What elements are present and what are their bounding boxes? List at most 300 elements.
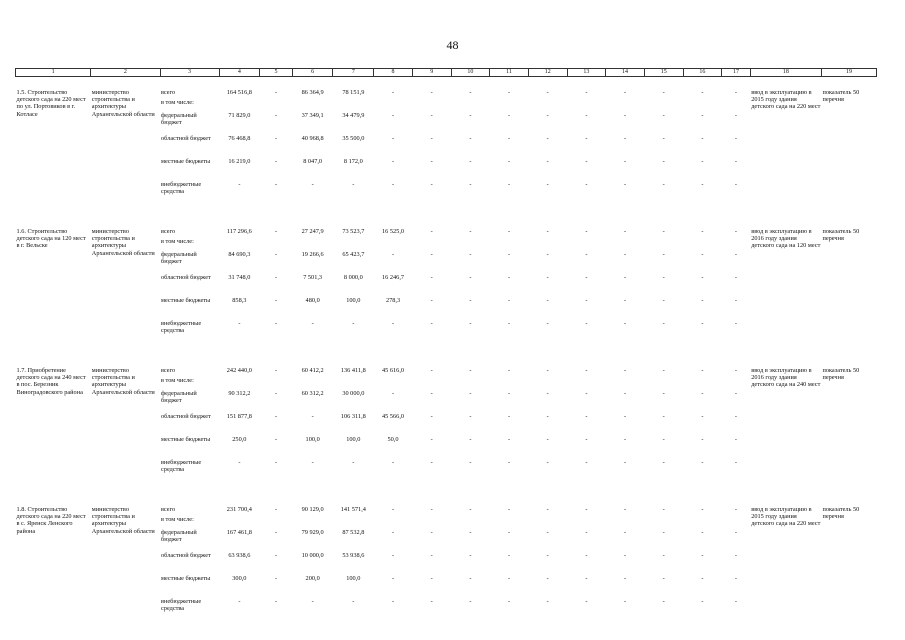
amount-cell: 100,0 <box>305 436 320 443</box>
separator-cell <box>16 343 877 355</box>
funding-source <box>160 598 219 621</box>
table-row <box>16 494 877 529</box>
amount-cell: 60 412,2 <box>301 367 324 374</box>
empty-cell: - <box>624 320 627 327</box>
empty-cell: - <box>624 506 627 513</box>
empty-cell: - <box>701 181 704 188</box>
funding-source <box>160 77 219 113</box>
block-separator <box>16 482 877 494</box>
amount-cell: 90 129,0 <box>301 506 324 513</box>
empty-cell: - <box>734 367 738 374</box>
amount-cell: 8 047,0 <box>303 158 323 165</box>
column-header: 4 <box>219 69 260 77</box>
amount-cell: - <box>352 181 355 188</box>
header-row <box>16 69 877 77</box>
amount-cell: 50,0 <box>387 436 399 443</box>
empty-cell: - <box>430 320 433 327</box>
empty-cell: - <box>701 529 704 536</box>
separator-cell <box>16 204 877 216</box>
amount-cell: - <box>274 529 278 536</box>
column-header: 14 <box>606 69 645 77</box>
amount-cell: - <box>274 575 278 582</box>
amount-cell: 19 266,6 <box>301 251 324 258</box>
empty-cell: - <box>469 367 472 374</box>
amount-cell: 242 440,0 <box>226 367 252 374</box>
empty-cell: - <box>469 297 472 304</box>
empty-cell: - <box>507 367 511 374</box>
empty-cell: - <box>469 112 472 119</box>
empty-cell: - <box>469 575 472 582</box>
funding-source-label: федеральный бюджет <box>161 529 197 544</box>
amount-cell: - <box>274 390 278 397</box>
empty-cell: - <box>734 274 738 281</box>
table-row <box>16 77 877 113</box>
empty-cell: - <box>430 598 433 605</box>
indicator-link: показатель 50 перечня <box>822 89 860 104</box>
empty-cell: - <box>624 575 627 582</box>
amount-cell: - <box>274 158 278 165</box>
empty-cell: - <box>701 297 704 304</box>
empty-cell: - <box>546 436 549 443</box>
empty-cell: - <box>734 459 738 466</box>
empty-cell: - <box>701 598 704 605</box>
amount-cell: - <box>391 320 395 327</box>
empty-cell: - <box>734 552 738 559</box>
amount-cell: - <box>274 598 278 605</box>
empty-cell: - <box>585 367 588 374</box>
empty-cell: - <box>701 251 704 258</box>
empty-cell: - <box>507 390 511 397</box>
funding-source <box>160 135 219 158</box>
empty-cell: - <box>430 436 433 443</box>
empty-cell: - <box>734 112 738 119</box>
funding-source <box>160 355 219 390</box>
empty-cell: - <box>662 158 665 165</box>
amount-cell: 8 000,0 <box>343 274 363 281</box>
empty-cell: - <box>734 297 738 304</box>
empty-cell: - <box>701 135 704 142</box>
empty-cell: - <box>469 228 472 235</box>
funding-source-label: областной бюджет <box>161 413 211 420</box>
empty-cell: - <box>734 598 738 605</box>
page-number: 48 <box>446 38 459 52</box>
empty-cell: - <box>469 506 472 513</box>
funding-source <box>160 459 219 482</box>
empty-cell: - <box>507 228 511 235</box>
amount-cell: - <box>274 436 278 443</box>
empty-cell: - <box>469 436 472 443</box>
empty-cell: - <box>430 575 433 582</box>
empty-cell: - <box>624 158 627 165</box>
amount-cell: - <box>238 598 241 605</box>
empty-cell: - <box>701 436 704 443</box>
empty-cell: - <box>624 251 627 258</box>
empty-cell: - <box>624 367 627 374</box>
empty-cell: - <box>430 181 433 188</box>
empty-cell: - <box>469 552 472 559</box>
empty-cell: - <box>662 529 665 536</box>
funding-source-label: внебюджетные средства <box>161 598 202 613</box>
funding-source-label: областной бюджет <box>161 274 211 281</box>
indicator-link: показатель 50 перечня <box>822 367 860 382</box>
empty-cell: - <box>507 320 511 327</box>
amount-cell: 200,0 <box>305 575 320 582</box>
empty-cell: - <box>734 575 738 582</box>
event-name: 1.7. Приобретение детского сада на 240 мест в пос. Березник Виноградовского района <box>16 367 86 396</box>
including-note: в том числе: <box>161 238 194 246</box>
empty-cell: - <box>662 89 665 96</box>
empty-cell: - <box>734 158 738 165</box>
empty-cell: - <box>585 158 588 165</box>
empty-cell: - <box>546 598 549 605</box>
empty-cell: - <box>546 274 549 281</box>
amount-cell: - <box>391 552 395 559</box>
expected-result: ввод в эксплуатацию в 2015 году здания детского сада на 220 мест <box>751 506 821 528</box>
empty-cell: - <box>546 89 549 96</box>
amount-cell: 63 938,6 <box>228 552 251 559</box>
empty-cell: - <box>469 274 472 281</box>
amount-cell: - <box>274 112 278 119</box>
funding-source-label: внебюджетные средства <box>161 181 202 196</box>
amount-cell: 30 000,0 <box>342 390 365 397</box>
empty-cell: - <box>507 552 511 559</box>
empty-cell: - <box>585 135 588 142</box>
empty-cell: - <box>430 89 433 96</box>
amount-cell: 65 423,7 <box>342 251 365 258</box>
empty-cell: - <box>662 552 665 559</box>
amount-cell: 76 468,8 <box>228 135 251 142</box>
empty-cell: - <box>701 575 704 582</box>
empty-cell: - <box>469 181 472 188</box>
empty-cell: - <box>430 112 433 119</box>
amount-cell: - <box>391 89 395 96</box>
empty-cell: - <box>507 274 511 281</box>
funding-source <box>160 158 219 181</box>
empty-cell: - <box>624 228 627 235</box>
empty-cell: - <box>507 575 511 582</box>
column-header: 8 <box>374 69 413 77</box>
empty-cell: - <box>662 251 665 258</box>
empty-cell: - <box>430 413 433 420</box>
empty-cell: - <box>701 506 704 513</box>
amount-cell: 100,0 <box>346 575 361 582</box>
funding-source-label: областной бюджет <box>161 552 211 559</box>
empty-cell: - <box>734 320 738 327</box>
empty-cell: - <box>624 112 627 119</box>
amount-cell: 45 566,0 <box>382 413 405 420</box>
empty-cell: - <box>585 552 588 559</box>
indicator-link: показатель 50 перечня <box>822 506 860 521</box>
amount-cell: - <box>274 89 278 96</box>
column-header: 12 <box>528 69 567 77</box>
amount-cell: - <box>274 413 278 420</box>
funding-source <box>160 320 219 343</box>
empty-cell: - <box>430 297 433 304</box>
funding-source-label: местные бюджеты <box>161 297 211 304</box>
column-header: 2 <box>91 69 160 77</box>
amount-cell: 90 312,2 <box>228 390 251 397</box>
empty-cell: - <box>546 413 549 420</box>
amount-cell: 78 151,9 <box>342 89 365 96</box>
empty-cell: - <box>734 251 738 258</box>
empty-cell: - <box>546 228 549 235</box>
empty-cell: - <box>624 436 627 443</box>
empty-cell: - <box>662 228 665 235</box>
funding-source <box>160 575 219 598</box>
empty-cell: - <box>624 297 627 304</box>
table-body <box>16 77 877 622</box>
amount-cell: 858,3 <box>232 297 247 304</box>
empty-cell: - <box>734 506 738 513</box>
amount-cell: 45 616,0 <box>382 367 405 374</box>
amount-cell: - <box>274 181 278 188</box>
amount-cell: - <box>391 506 395 513</box>
amount-cell: 136 411,8 <box>340 367 366 374</box>
amount-cell: - <box>311 413 314 420</box>
funding-source-label: местные бюджеты <box>161 158 211 165</box>
funding-source-label: всего <box>161 89 176 96</box>
column-header: 9 <box>412 69 451 77</box>
funding-source-label: федеральный бюджет <box>161 390 197 405</box>
empty-cell: - <box>585 251 588 258</box>
empty-cell: - <box>469 251 472 258</box>
funding-source-label: всего <box>161 228 176 235</box>
empty-cell: - <box>469 135 472 142</box>
empty-cell: - <box>507 413 511 420</box>
empty-cell: - <box>546 506 549 513</box>
empty-cell: - <box>624 459 627 466</box>
separator-cell <box>16 482 877 494</box>
funding-source <box>160 413 219 436</box>
amount-cell: - <box>274 367 278 374</box>
column-header: 7 <box>333 69 374 77</box>
block-separator <box>16 343 877 355</box>
empty-cell: - <box>585 320 588 327</box>
column-header: 11 <box>490 69 529 77</box>
empty-cell: - <box>507 459 511 466</box>
empty-cell: - <box>507 598 511 605</box>
funding-source <box>160 529 219 552</box>
including-note: в том числе: <box>161 377 194 385</box>
amount-cell: 10 000,0 <box>301 552 324 559</box>
empty-cell: - <box>546 135 549 142</box>
empty-cell: - <box>662 367 665 374</box>
empty-cell: - <box>662 390 665 397</box>
funding-source-label: всего <box>161 506 176 513</box>
empty-cell: - <box>546 529 549 536</box>
amount-cell: 34 479,9 <box>342 112 365 119</box>
empty-cell: - <box>734 181 738 188</box>
column-header: 5 <box>260 69 293 77</box>
empty-cell: - <box>430 367 433 374</box>
empty-cell: - <box>430 506 433 513</box>
funding-source <box>160 181 219 204</box>
funding-source <box>160 274 219 297</box>
empty-cell: - <box>585 575 588 582</box>
amount-cell: 84 690,3 <box>228 251 251 258</box>
empty-cell: - <box>507 506 511 513</box>
amount-cell: - <box>391 158 395 165</box>
amount-cell: - <box>391 529 395 536</box>
empty-cell: - <box>662 112 665 119</box>
funding-source <box>160 112 219 135</box>
empty-cell: - <box>430 459 433 466</box>
empty-cell: - <box>546 181 549 188</box>
amount-cell: 16 525,0 <box>382 228 405 235</box>
funding-source-label: федеральный бюджет <box>161 251 197 266</box>
funding-source <box>160 216 219 251</box>
column-header: 1 <box>16 69 91 77</box>
funding-source <box>160 251 219 274</box>
amount-cell: - <box>352 459 355 466</box>
amount-cell: 31 748,0 <box>228 274 251 281</box>
empty-cell: - <box>430 529 433 536</box>
responsible-org: министерство строительства и архитектуры Архангельской области <box>91 89 155 118</box>
amount-cell: 117 296,6 <box>226 228 252 235</box>
empty-cell: - <box>430 552 433 559</box>
funding-source-label: областной бюджет <box>161 135 211 142</box>
amount-cell: - <box>274 552 278 559</box>
amount-cell: 60 312,2 <box>301 390 324 397</box>
funding-source <box>160 390 219 413</box>
amount-cell: 73 523,7 <box>342 228 365 235</box>
empty-cell: - <box>662 181 665 188</box>
empty-cell: - <box>624 413 627 420</box>
empty-cell: - <box>624 552 627 559</box>
empty-cell: - <box>585 297 588 304</box>
empty-cell: - <box>546 297 549 304</box>
funding-source-label: внебюджетные средства <box>161 320 202 335</box>
amount-cell: - <box>391 459 395 466</box>
empty-cell: - <box>585 529 588 536</box>
empty-cell: - <box>469 459 472 466</box>
empty-cell: - <box>624 135 627 142</box>
empty-cell: - <box>585 228 588 235</box>
column-header: 18 <box>750 69 821 77</box>
empty-cell: - <box>585 89 588 96</box>
empty-cell: - <box>507 297 511 304</box>
empty-cell: - <box>662 598 665 605</box>
empty-cell: - <box>585 112 588 119</box>
expected-result: ввод в эксплуатацию в 2016 году здания детского сада на 120 мест <box>751 228 821 250</box>
amount-cell: 480,0 <box>305 297 320 304</box>
empty-cell: - <box>701 459 704 466</box>
amount-cell: - <box>311 598 314 605</box>
amount-cell: - <box>238 181 241 188</box>
empty-cell: - <box>624 181 627 188</box>
amount-cell: 278,3 <box>385 297 401 304</box>
funding-source-label: всего <box>161 367 176 374</box>
empty-cell: - <box>430 228 433 235</box>
empty-cell: - <box>507 251 511 258</box>
empty-cell: - <box>469 413 472 420</box>
amount-cell: 106 311,8 <box>340 413 366 420</box>
empty-cell: - <box>430 251 433 258</box>
amount-cell: - <box>311 459 314 466</box>
empty-cell: - <box>585 390 588 397</box>
funding-source-label: внебюджетные средства <box>161 459 202 474</box>
funding-source <box>160 297 219 320</box>
empty-cell: - <box>546 552 549 559</box>
amount-cell: - <box>274 135 278 142</box>
event-name: 1.8. Строительство детского сада на 220 мест в с. Яренск Ленского района <box>16 506 86 535</box>
amount-cell: - <box>391 112 395 119</box>
empty-cell: - <box>585 413 588 420</box>
table-row <box>16 216 877 251</box>
empty-cell: - <box>585 181 588 188</box>
empty-cell: - <box>624 89 627 96</box>
empty-cell: - <box>662 506 665 513</box>
empty-cell: - <box>507 529 511 536</box>
expected-result: ввод в эксплуатацию в 2015 году здания детского сада на 220 мест <box>751 89 821 111</box>
column-header: 16 <box>683 69 722 77</box>
amount-cell: 151 877,8 <box>226 413 252 420</box>
empty-cell: - <box>734 228 738 235</box>
empty-cell: - <box>430 158 433 165</box>
empty-cell: - <box>507 89 511 96</box>
column-header: 15 <box>644 69 683 77</box>
column-header: 6 <box>292 69 333 77</box>
empty-cell: - <box>430 390 433 397</box>
amount-cell: 16 219,0 <box>228 158 251 165</box>
amount-cell: - <box>391 251 395 258</box>
funding-source-label: федеральный бюджет <box>161 112 197 127</box>
including-note: в том числе: <box>161 99 194 107</box>
amount-cell: 167 461,8 <box>226 529 252 536</box>
funding-source <box>160 436 219 459</box>
empty-cell: - <box>701 158 704 165</box>
empty-cell: - <box>469 390 472 397</box>
indicator-link: показатель 50 перечня <box>822 228 860 243</box>
amount-cell: 100,0 <box>346 436 361 443</box>
amount-cell: 100,0 <box>346 297 361 304</box>
empty-cell: - <box>662 135 665 142</box>
amount-cell: - <box>311 320 314 327</box>
empty-cell: - <box>507 112 511 119</box>
responsible-org: министерство строительства и архитектуры Архангельской области <box>91 506 155 535</box>
empty-cell: - <box>701 413 704 420</box>
empty-cell: - <box>662 575 665 582</box>
empty-cell: - <box>624 598 627 605</box>
empty-cell: - <box>507 158 511 165</box>
amount-cell: - <box>274 320 278 327</box>
funding-source-label: местные бюджеты <box>161 575 211 582</box>
amount-cell: 87 532,8 <box>342 529 365 536</box>
block-separator <box>16 204 877 216</box>
amount-cell: - <box>238 459 241 466</box>
empty-cell: - <box>469 320 472 327</box>
amount-cell: 164 516,8 <box>226 89 252 96</box>
amount-cell: 79 929,0 <box>301 529 324 536</box>
amount-cell: 86 364,9 <box>301 89 324 96</box>
amount-cell: - <box>274 228 278 235</box>
empty-cell: - <box>469 89 472 96</box>
empty-cell: - <box>507 436 511 443</box>
empty-cell: - <box>662 297 665 304</box>
responsible-org: министерство строительства и архитектуры Архангельской области <box>91 228 155 257</box>
empty-cell: - <box>624 390 627 397</box>
amount-cell: 141 571,4 <box>340 506 366 513</box>
empty-cell: - <box>662 274 665 281</box>
amount-cell: - <box>352 598 355 605</box>
empty-cell: - <box>546 320 549 327</box>
funding-source <box>160 552 219 575</box>
empty-cell: - <box>546 367 549 374</box>
table-row <box>16 355 877 390</box>
column-header: 17 <box>722 69 750 77</box>
empty-cell: - <box>585 506 588 513</box>
amount-cell: 250,0 <box>232 436 247 443</box>
